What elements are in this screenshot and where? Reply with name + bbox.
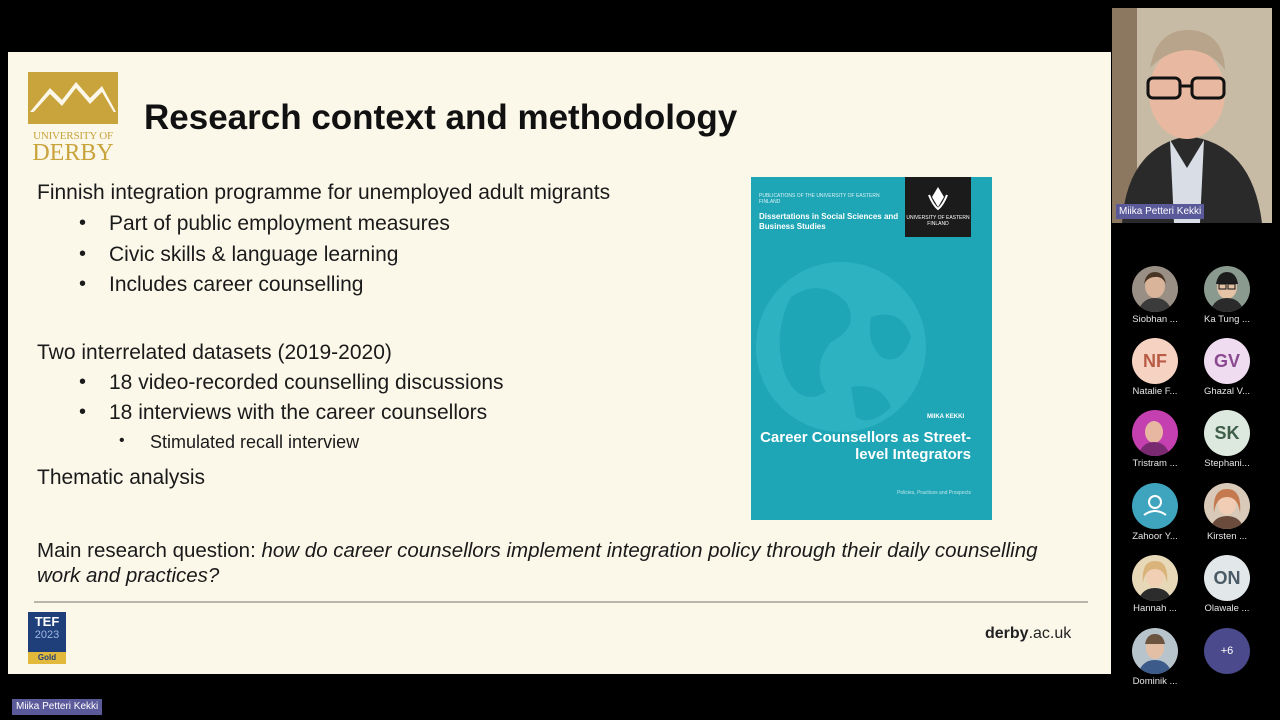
site-bold: derby [985, 625, 1029, 642]
participant-tile[interactable] [1121, 483, 1189, 549]
participant-name: Stephani... [1204, 458, 1250, 469]
participant-avatar [1132, 555, 1178, 601]
sub-list-item: Stimulated recall interview [150, 432, 360, 452]
participant-name: Olawale ... [1204, 603, 1250, 614]
book-series: Dissertations in Social Sciences and Business Studies [759, 212, 899, 231]
section-heading: Thematic analysis [37, 466, 206, 489]
mountain-logo-icon [28, 72, 118, 130]
participant-name: Dominik ... [1132, 676, 1178, 687]
person-icon [1132, 483, 1178, 529]
participant-name: Natalie F... [1132, 386, 1178, 397]
participant-name: Ghazal V... [1203, 386, 1251, 397]
book-title: Career Counsellors as Street-level Integrators [760, 429, 971, 463]
participant-initials: NF [1132, 338, 1178, 384]
participant-avatar [1204, 266, 1250, 312]
book-cover [751, 177, 992, 520]
participant-tile[interactable] [1121, 555, 1189, 621]
uef-logo-icon [905, 177, 971, 217]
university-logo [28, 72, 118, 164]
bullet-icon: • [79, 212, 87, 234]
bullet-icon: • [79, 371, 87, 393]
tef-badge [28, 612, 66, 664]
uef-badge [905, 177, 971, 237]
participant-initials: ON [1204, 555, 1250, 601]
tef-rating: Gold [28, 652, 66, 664]
section-heading: Finnish integration programme for unemployed adult migrants [37, 181, 611, 204]
participant-tile[interactable] [1121, 338, 1189, 404]
uef-badge-text: UNIVERSITY OF EASTERN FINLAND [906, 215, 970, 227]
question-prefix: Main research question: [37, 539, 262, 562]
participant-name: Ka Tung ... [1204, 314, 1250, 325]
section-heading: Two interrelated datasets (2019-2020) [37, 341, 392, 364]
presenter-name-tag: Miika Petteri Kekki [12, 699, 102, 715]
question-text: how do career counsellors implement integration policy through their daily counselling work and practices? [37, 539, 1038, 587]
list-item: 18 interviews with the career counsellors [109, 401, 488, 424]
bullet-icon: • [79, 273, 87, 295]
more-participants-button[interactable] [1193, 628, 1261, 694]
list-item: Includes career counselling [109, 273, 364, 296]
participant-tile[interactable] [1193, 483, 1261, 549]
participant-tile[interactable] [1121, 410, 1189, 476]
speaker-name-tag: Miika Petteri Kekki [1116, 204, 1204, 219]
participant-avatar [1132, 628, 1178, 674]
shared-slide [8, 52, 1111, 674]
divider [34, 601, 1088, 603]
speaker-video [1112, 8, 1272, 223]
tef-year: 2023 [34, 629, 60, 641]
tef-label: TEF [34, 614, 60, 629]
participant-tile[interactable] [1121, 266, 1189, 332]
list-item: Part of public employment measures [109, 212, 450, 235]
site-rest: .ac.uk [1028, 625, 1072, 642]
participant-avatar [1132, 266, 1178, 312]
list-item: Civic skills & language learning [109, 243, 399, 266]
participant-tile[interactable] [1193, 410, 1261, 476]
logo-text-line1: UNIVERSITY OF [33, 130, 113, 142]
slide-title: Research context and methodology [144, 98, 738, 137]
participant-initials: GV [1204, 338, 1250, 384]
participant-name: Tristram ... [1132, 458, 1178, 469]
participant-avatar [1132, 410, 1178, 456]
participant-tile[interactable] [1193, 555, 1261, 621]
participant-avatar [1204, 483, 1250, 529]
website-url [985, 625, 1071, 643]
book-subtitle: Policies, Practices and Prospects [897, 490, 971, 496]
participant-tile[interactable] [1193, 266, 1261, 332]
participant-tile[interactable] [1121, 628, 1189, 694]
participant-name: Siobhan ... [1132, 314, 1178, 325]
more-participants-count: +6 [1204, 628, 1250, 674]
list-item: 18 video-recorded counselling discussions [109, 371, 504, 394]
book-author: MIIKA KEKKI [927, 414, 965, 420]
participant-name: Zahoor Y... [1132, 531, 1178, 542]
participant-initials: SK [1204, 410, 1250, 456]
research-question [37, 538, 1077, 588]
participant-name: Kirsten ... [1206, 531, 1248, 542]
book-publisher: PUBLICATIONS OF THE UNIVERSITY OF EASTERN FINLAND [759, 193, 880, 205]
bullet-icon: • [79, 243, 87, 265]
logo-text-line2: DERBY [32, 140, 114, 166]
bullet-icon: • [79, 401, 87, 423]
participant-tile[interactable] [1193, 338, 1261, 404]
sub-bullet-icon: • [119, 432, 125, 449]
participant-name: Hannah ... [1133, 603, 1177, 614]
speaker-video-tile[interactable] [1112, 8, 1272, 223]
